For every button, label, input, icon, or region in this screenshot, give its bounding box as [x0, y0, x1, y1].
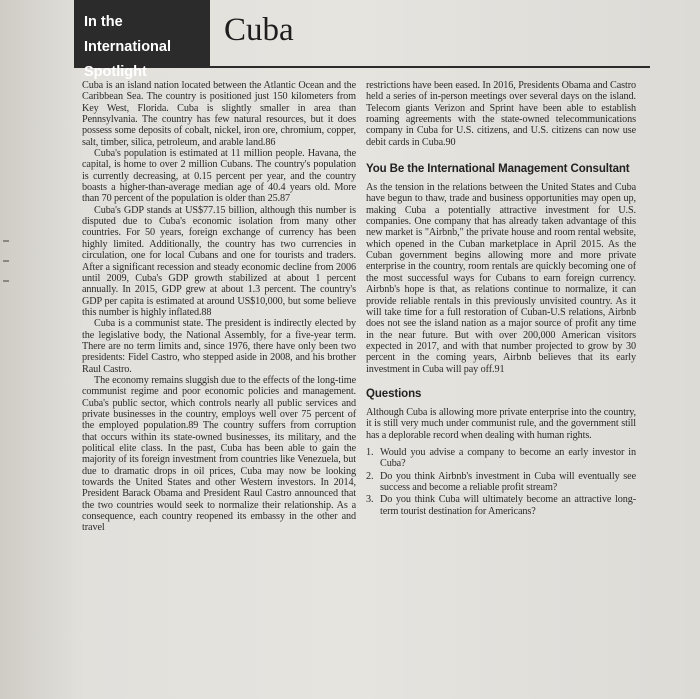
edge-mark [3, 240, 9, 242]
question-number: 1. [366, 446, 374, 458]
question-item [366, 494, 636, 517]
paragraph: Cuba is a communist state. The president is indirectly elected by the legislative body, the National Assembly, for a five-year term. There are no term limits and, since 1976, there have only been two presidents: Fidel Castro, who stepped aside in 2008, and his brother Raul Castro. [82, 318, 356, 375]
section-label-line2: Spotlight [84, 64, 147, 80]
questions-intro: Although Cuba is allowing more private enterprise into the country, it is still very much under communist rule, and the government still has a deplorable record when dealing with human rights. [366, 406, 636, 441]
section-label-line1: In the International [84, 14, 172, 55]
paragraph: restrictions have been eased. In 2016, Presidents Obama and Castro held a series of in-person meetings over several days on the island. Telecom giants Verizon and Sprint have been able to establish roaming agreements with the state-owned telecommunications company in Cuba for U.S. citizens, and U.S. citizens can now use debit cards in Cuba.90 [366, 80, 636, 148]
page-title: Cuba [224, 12, 294, 48]
question-item [366, 447, 636, 470]
paragraph: Cuba's GDP stands at US$77.15 billion, although this number is disputed due to Cuba's economic isolation from many other countries. For 50 years, foreign exchange of currency has been highly limited. Additionally, the country has two currencies in circulation, one for local Cubans and one for tourists and traders. After a significant recession and steady economic decline from 2006 until 2009, Cuba's GDP growth stabilized at about 1 percent annually. In 2015, GDP grew at about 1.3 percent. The country's GDP per capita is estimated at around US$10,000, but some believe this number is highly inflated.88 [82, 204, 356, 318]
edge-mark [3, 260, 9, 262]
section-label-box [74, 0, 210, 80]
edge-mark [3, 280, 9, 282]
paragraph: The economy remains sluggish due to the effects of the long-time communist regime and poor economic policies and management. Cuba's public sector, which controls nearly all public services and private businesses in the country, employs well over 75 percent of the employed population.89 The country suffers from corruption that occurs within its state-owned businesses, its military, and the political elite class. In the past, Cuba has been able to gain the majority of its foreign investment from countries like Venezuela, but due to dramatic drops in oil prices, Cuba may now be looking towards the United States and other Western investors. In 2014, President Barack Obama and President Raul Castro announced that the two countries would seek to normalize their relationship. As a consequence, each country reopened its embassy in the other and travel [82, 374, 356, 534]
consultant-heading: You Be the International Management Consultant [366, 163, 630, 176]
binding-edge-marks [0, 230, 14, 320]
question-item [366, 471, 636, 494]
question-text: Do you think Airbnb's investment in Cuba will eventually see success and become a reliable profit stream? [380, 470, 636, 493]
questions-heading: Questions [366, 387, 422, 400]
consultant-paragraph: As the tension in the relations between the United States and Cuba have begun to thaw, trade and business opportunities may open up, making Cuba a potentially attractive investment for U.S. companies. One company that has already taken advantage of this new market is "Airbnb," the private house and room rental website, which opened in the Cuban marketplace in April 2015. As the Cuban government begins allowing more and more private enterprise in the country, room rentals are quickly becoming one of the most successful ways for Cubans to earn foreign currency. Airbnb's hope is that, as relations continue to normalize, it can provide reliable rentals in this previously unvisited country. As it will take time for a full restoration of Cuban-U.S relations, Airbnb does not see the island nation as a major source of profit any time in the near future. But with over 200,000 American visitors expected in 2017, and with that number projected to grow by 30 percent in the coming years, Airbnb believes that its early investment in Cuba will pay off.91 [366, 182, 636, 375]
right-column [366, 80, 636, 518]
paragraph: Cuba's population is estimated at 11 million people. Havana, the capital, is home to over 2 million Cubans. The country's population is currently decreasing, at 0.15 percent per year, and the country boasts a higher-than-average median age of 40.4 years old. More than 70 percent of the population is older than 25.87 [82, 148, 356, 205]
question-number: 2. [366, 470, 374, 482]
questions-list [366, 447, 636, 517]
header-rule [210, 66, 650, 68]
paragraph: Cuba is an island nation located between the Atlantic Ocean and the Caribbean Sea. The country is positioned just 150 kilometers from Key West, Florida. Cuba is slightly smaller in area than Pennsylvania. The country has few natural resources, but it does possess some deposits of cobalt, nickel, iron ore, chromium, copper, salt, timber, silica, petroleum, and arable land.86 [82, 80, 356, 148]
question-text: Do you think Cuba will ultimately become an attractive long-term tourist destination for Americans? [380, 494, 636, 517]
left-column [82, 80, 356, 534]
question-text: Would you advise a company to become an early investor in Cuba? [380, 446, 636, 470]
question-number: 3. [366, 494, 374, 506]
